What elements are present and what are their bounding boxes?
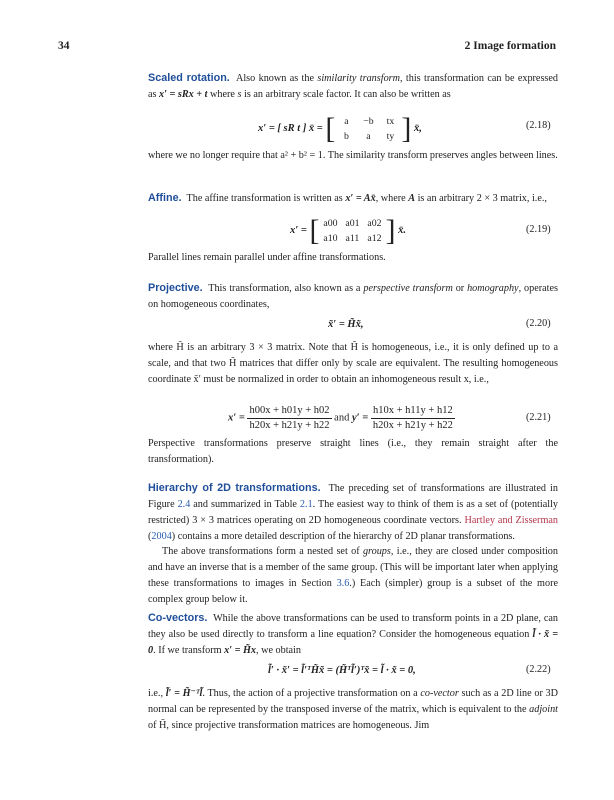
projective-paragraph: Projective. This transformation, also known as a perspective transform or homography, operates on homogeneous coordinates,: [148, 282, 558, 310]
equation-2-21: x′ = $\frac{h00x + h01y + h02}{h20x + h21y + h22}$ and y′ = $\frac{h10x + h11y + h12}{h20x + h21y + h22}$: [228, 405, 453, 431]
equation-number: (2.20): [526, 318, 551, 329]
similarity-matrix: a −b tx b a ty: [343, 116, 395, 142]
affine-followup: Parallel lines remain parallel under affine transformations.: [148, 252, 386, 263]
section-link[interactable]: 3.6: [336, 578, 350, 589]
hierarchy-heading: Hierarchy of 2D transformations.: [148, 482, 321, 494]
scaled-rotation-paragraph: Scaled rotation. Also known as the similarity transform, this transformation can be expressed as x′ = sRx + t where s is an arbitrary scale factor. It can also be written as: [148, 72, 558, 100]
citation-link[interactable]: Hartley and Zisserman: [464, 515, 558, 526]
affine-paragraph: Affine. The affine transformation is written as x′ = Ax̄, where A is an arbitrary 2 × 3 matrix, i.e.,: [148, 192, 547, 204]
citation-year-link[interactable]: 2004: [151, 531, 172, 542]
scaled-rotation-followup: where we no longer require that a² + b² = 1. The similarity transform preserves angles between lines.: [148, 150, 558, 161]
covectors-paragraph: Co-vectors. While the above transformations can be used to transform points in a 2D plane, can they also be used directly to transform a line equation? Consider the homogeneous equation l̃ · x̃ = 0. If we transform x′ = H̃x, we obtain: [148, 612, 558, 656]
hierarchy-paragraph-2: The above transformations form a nested set of groups, i.e., they are closed under composition and have an inverse that is a member of the same group. (This will be important later when applying these transformations to images in Section 3.6.) Each (simpler) group is a subset of the more complex group below it.: [148, 546, 558, 605]
covectors-followup: i.e., l̃′ = H̃⁻ᵀl̃. Thus, the action of a projective transformation on a co-vector such as a 2D line or 3D normal can be represented by the transposed inverse of the matrix, which is equivalent to the adjoint of H̃, since projective transformation matrices are homogeneous. Jim: [148, 688, 558, 731]
equation-number: (2.19): [526, 224, 551, 235]
equation-2-18: x′ = [ sR t ] x̄ = [ a −b tx b a ty ] x̄,: [258, 112, 422, 145]
table-link[interactable]: 2.1: [299, 499, 313, 510]
hierarchy-paragraph: Hierarchy of 2D transformations. The preceding set of transformations are illustrated in Figure 2.4 and summarized in Table 2.1. The easiest way to think of them is as a set of (potentially restricted) 3 × 3 matrices operating on 2D homogeneous coordinate vectors. Hartley and Zisserman (2004) contains a more detailed description of the hierarchy of 2D planar transformations.: [148, 482, 558, 542]
projective-description: where H̃ is an arbitrary 3 × 3 matrix. Note that H̃ is homogeneous, i.e., it is only defined up to a scale, and that two H̃ matrices that differ only by scale are equivalent. The resulting homogeneous coordinate x̃′ must be normalized in order to obtain an inhomogeneous result x, i.e.,: [148, 342, 558, 385]
equation-2-19: x′ = [ a00 a01 a02 a10 a11 a12 ] x̄.: [290, 214, 406, 247]
equation-number: (2.21): [526, 412, 551, 423]
projective-heading: Projective.: [148, 282, 203, 294]
affine-heading: Affine.: [148, 192, 182, 204]
equation-2-20: x̃′ = H̃x̃,: [328, 319, 364, 330]
chapter-title: 2 Image formation: [464, 40, 556, 52]
page-number: 34: [58, 40, 70, 52]
affine-matrix: a00 a01 a02 a10 a11 a12: [323, 218, 382, 244]
projective-followup: Perspective transformations preserve straight lines (i.e., they remain straight after the transformation).: [148, 438, 558, 465]
figure-link[interactable]: 2.4: [177, 499, 191, 510]
scaled-rotation-heading: Scaled rotation.: [148, 72, 230, 84]
equation-number: (2.22): [526, 664, 551, 675]
equation-number: (2.18): [526, 120, 551, 131]
equation-2-22: l̃′ · x̃′ = l̃′ᵀH̃x̃ = (H̃ᵀl̃′)ᵀx̃ = l̃ · x̃ = 0,: [268, 665, 416, 676]
covectors-heading: Co-vectors.: [148, 612, 208, 624]
